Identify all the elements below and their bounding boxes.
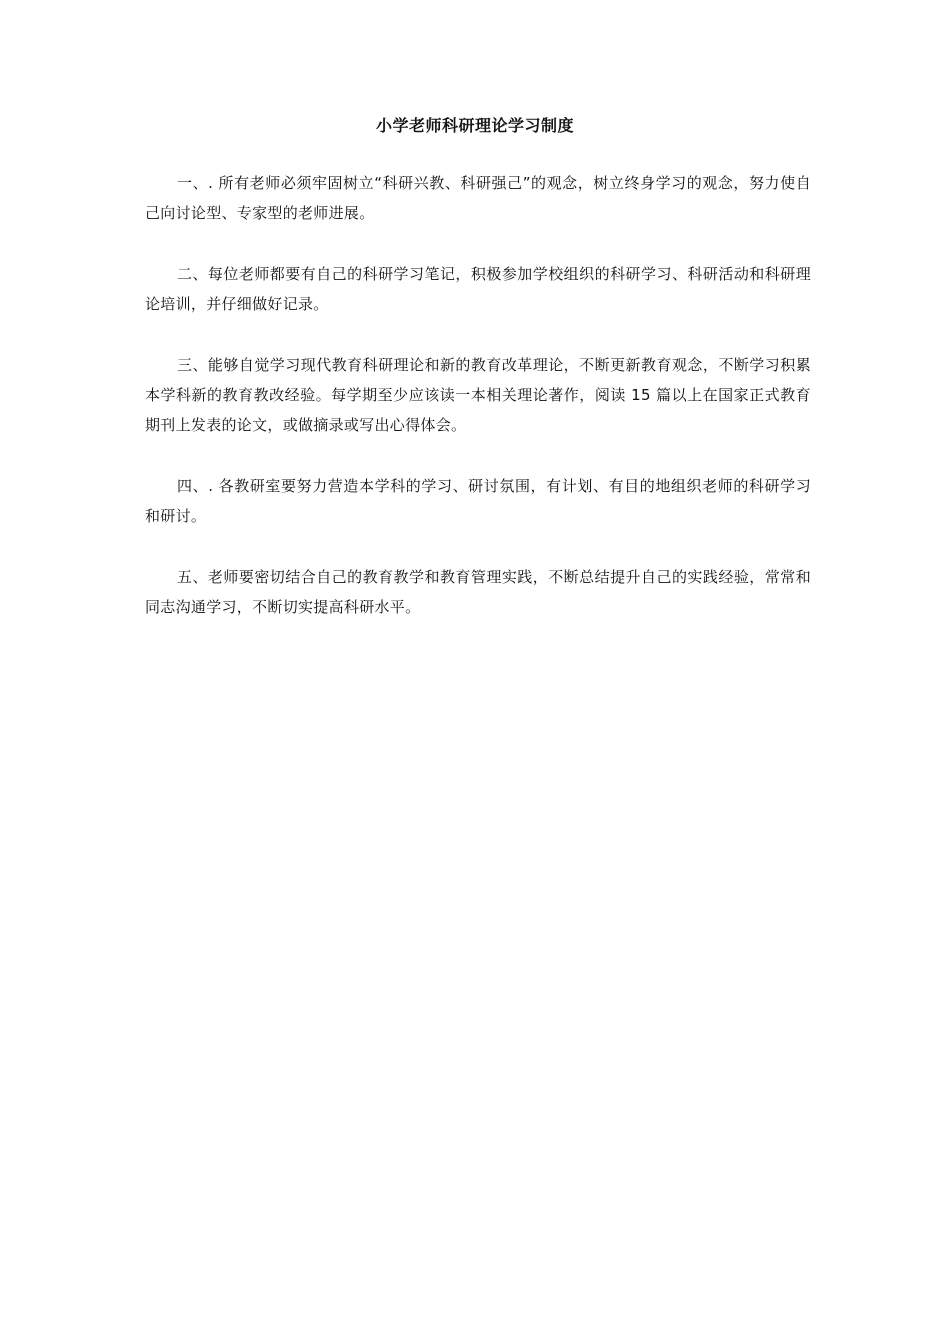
paragraph-3: 三、能够自觉学习现代教育科研理论和新的教育改革理论，不断更新教育观念，不断学习积累本学科新的教育教改经验。每学期至少应该读一本相关理论著作，阅读 15 篇以上在国家正式教育期刊上发表的论文，或做摘录或写出心得体会。 — [145, 356, 811, 434]
paragraph-1: 一、. 所有老师必须牢固树立“科研兴教、科研强己”的观念，树立终身学习的观念，努力使自己向讨论型、专家型的老师进展。 — [145, 174, 811, 222]
document-title: 小学老师科研理论学习制度 — [375, 116, 574, 135]
document-body — [145, 168, 811, 653]
paragraph-2: 二、每位老师都要有自己的科研学习笔记，积极参加学校组织的科研学习、科研活动和科研理论培训，并仔细做好记录。 — [145, 265, 811, 313]
paragraph-4: 四、. 各教研室要努力营造本学科的学习、研讨氛围，有计划、有目的地组织老师的科研学习和研讨。 — [145, 477, 811, 525]
paragraph-5: 五、老师要密切结合自己的教育教学和教育管理实践，不断总结提升自己的实践经验，常常和同志沟通学习，不断切实提高科研水平。 — [145, 568, 811, 616]
